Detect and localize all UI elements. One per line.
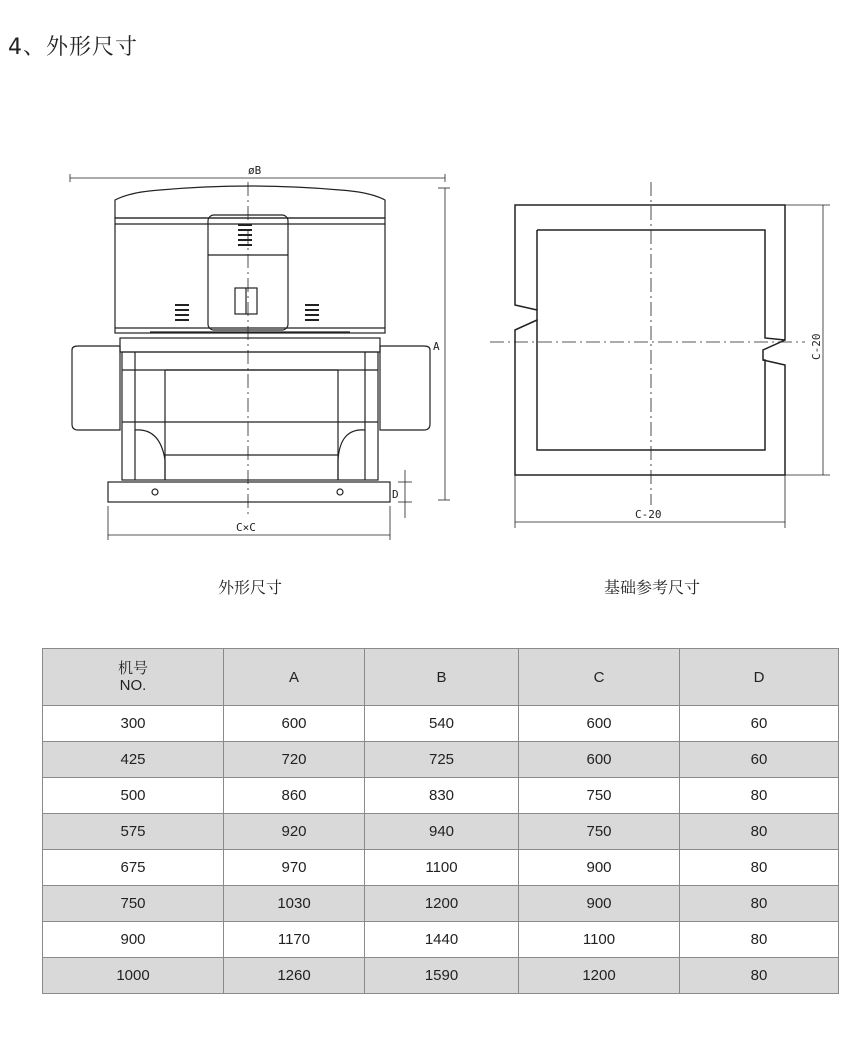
cell-a: 720 [224,742,365,778]
dim-label-d: D [392,488,399,501]
right-flange [380,346,430,430]
cell-c: 900 [519,886,680,922]
cell-b: 1200 [365,886,519,922]
cell-b: 1590 [365,958,519,994]
spring-right [305,305,319,320]
cell-a: 1170 [224,922,365,958]
cell-a: 970 [224,850,365,886]
cell-d: 80 [680,958,839,994]
cell-c: 1200 [519,958,680,994]
inlet-curve-right [338,430,365,480]
dim-label-b: øB [248,164,262,177]
table-row [43,814,839,850]
cell-d: 80 [680,814,839,850]
foundation-caption: 基础参考尺寸 [604,578,701,597]
table-header-row [43,649,839,706]
dim-label-a: A [433,340,440,353]
dim-label-bottom: C-20 [635,508,662,521]
table-row [43,742,839,778]
outline-drawing [60,160,460,550]
section-heading: 4、外形尺寸 [8,35,138,60]
cell-a: 920 [224,814,365,850]
cell-model: 1000 [43,958,224,994]
table-row [43,922,839,958]
cell-c: 1100 [519,922,680,958]
header-c: C [519,649,680,706]
table-row [43,706,839,742]
cell-model: 675 [43,850,224,886]
cell-b: 830 [365,778,519,814]
hood-top [115,186,385,218]
cell-model: 575 [43,814,224,850]
cell-d: 60 [680,742,839,778]
cell-b: 540 [365,706,519,742]
dim-label-cxc: C×C [236,521,256,534]
header-model-en: NO. [119,677,147,694]
fan-housing [122,352,378,480]
dimension-table [42,648,839,994]
header-d: D [680,649,839,706]
table-row [43,958,839,994]
cell-c: 750 [519,814,680,850]
table-row [43,850,839,886]
cell-a: 1260 [224,958,365,994]
cell-d: 80 [680,922,839,958]
cell-d: 80 [680,886,839,922]
base-plate [108,482,390,502]
header-model [43,649,224,706]
cell-a: 600 [224,706,365,742]
header-model-cn: 机号 [117,660,148,677]
mounting-plate [120,338,380,352]
foundation-drawing [485,160,835,540]
spring-left [175,305,189,320]
cell-d: 60 [680,706,839,742]
cell-model: 900 [43,922,224,958]
cell-d: 80 [680,778,839,814]
cell-b: 940 [365,814,519,850]
left-flange [72,346,120,430]
inlet-curve-left [135,430,165,480]
cell-b: 725 [365,742,519,778]
cell-b: 1100 [365,850,519,886]
cell-a: 1030 [224,886,365,922]
cell-c: 750 [519,778,680,814]
cell-c: 600 [519,742,680,778]
outer-frame [515,205,785,475]
header-a: A [224,649,365,706]
cell-model: 425 [43,742,224,778]
dim-label-side: C-20 [810,333,823,360]
inner-frame [515,230,785,450]
table-row [43,886,839,922]
spring-top [238,225,252,245]
cell-model: 300 [43,706,224,742]
cell-model: 500 [43,778,224,814]
cell-b: 1440 [365,922,519,958]
cell-model: 750 [43,886,224,922]
outline-caption: 外形尺寸 [218,578,283,597]
cell-d: 80 [680,850,839,886]
cell-c: 600 [519,706,680,742]
cell-c: 900 [519,850,680,886]
cell-a: 860 [224,778,365,814]
header-b: B [365,649,519,706]
table-row [43,778,839,814]
